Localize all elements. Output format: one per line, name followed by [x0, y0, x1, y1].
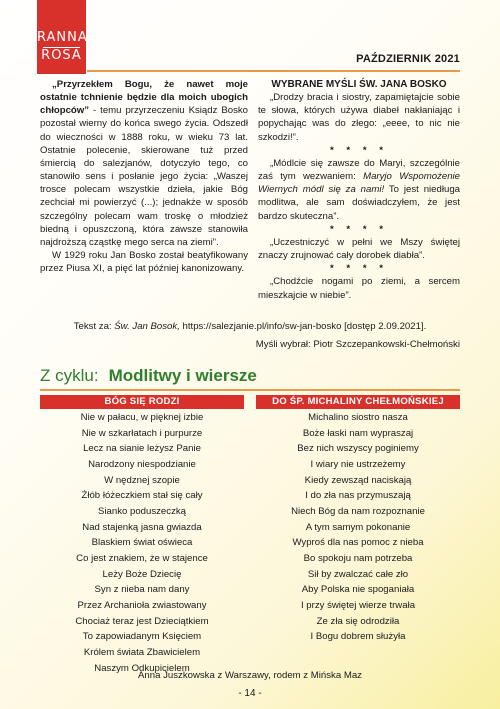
- quote-1: „Drodzy bracia i siostry, zapamiętajcie sobie te słowa, których używa diabeł nakłaniając i popychając was do złego: „eeee, to nic nie szkodzi!”.: [258, 92, 460, 143]
- poem-line: Sianko poduszeczką: [98, 505, 186, 517]
- poem-line: Nie w szkarłatach i purpurze: [81, 427, 203, 439]
- poem-lines: [256, 410, 460, 645]
- poem-line: Chociaż teraz jest Dzieciątkiem: [75, 615, 209, 627]
- poem-line: Ze zła się odrodziła: [316, 615, 400, 627]
- article-right-column: [258, 78, 460, 302]
- page-number: - 14 -: [238, 688, 262, 699]
- poem-line: Michalino siostro nasza: [308, 412, 408, 423]
- poem-author: Anna Juszkowska z Warszawy, rodem z Mińska Maz: [138, 670, 362, 681]
- section-label: Z cyklu:: [40, 366, 99, 385]
- header-rule: [87, 70, 460, 72]
- poem-line: Królem świata Zbawicielem: [83, 646, 201, 658]
- source-link: https://salezjanie.pl/info/sw-jan-bosko [dostęp 2.09.2021].: [179, 321, 427, 332]
- article-paragraph-1-text: - temu przyrzeczeniu Ksiądz Bosko pozostał wierny do końca swego życia. Odszedł do wieczności w 1888 roku, w wieku 73 lat. Ostatnie polecenie, skierowane tuż przed śmiercią do salezjanów, dotyczyło tego, co stanowiło sens i posłanie jego życia: „Waszej trosce polecam wszystkie dzieła, jakie Bóg zechciał mi powierzyć (...); jednakże w sposób szczególny polecam wam troskę o młodzież biedną i opuszczoną, która zawsze stanowiła najdroższą cząstkę mego serca na ziemi”.: [40, 105, 248, 248]
- logo-line-1: RANNA: [37, 30, 88, 45]
- poem-line: I Bogu dobrem służyła: [310, 631, 406, 643]
- poem-line: Narodzony niespodzianie: [88, 458, 196, 470]
- source-citation: [40, 321, 460, 332]
- poem-line: A tym samym pokonanie: [305, 521, 411, 533]
- article-left-column: [40, 78, 248, 275]
- quote-2-part-a: „Módlcie się zawsze do Maryi, szczególnie zaś tym wezwaniem:: [258, 157, 460, 183]
- poem-line: Boże łaski nam wypraszaj: [302, 427, 414, 439]
- article-paragraph-1: [40, 78, 248, 249]
- poem-title: DO ŚP. MICHALINY CHEŁMOŃSKIEJ: [256, 395, 460, 409]
- article-quote-bold: „Przyrzekłem Bogu, że nawet moje ostatnie tchnienie będzie dla moich ubogich chłopców”: [40, 79, 248, 117]
- issue-date: PAŹDZIERNIK 2021: [356, 53, 460, 65]
- poem-line: Bez nich wszyscy poginiemy: [297, 443, 419, 455]
- poem-line: Nad stajenką jasna gwiazda: [82, 521, 202, 533]
- poem-line: Leży Boże Dziecię: [102, 568, 182, 580]
- logo-line-2: ROSA: [41, 48, 82, 63]
- poem-line: Niech Bóg da nam rozpoznanie: [291, 505, 425, 517]
- article-paragraph-2: W 1929 roku Jan Bosko został beatyfikowany przez Piusa XI, a pięć lat później kanonizowany.: [40, 250, 248, 275]
- poem-line: Bo spokoju nam potrzeba: [303, 552, 413, 564]
- quote-2-part-b: To jest niedługa modlitwa, ale sam doświadczyłem, że jest bardzo skuteczna”.: [258, 184, 460, 222]
- poem-lines: [40, 410, 244, 676]
- quote-2-italic: Maryjo Wspomożenie Wiernych módl się za nami!: [258, 171, 460, 196]
- poem-line: Co jest znakiem, że w stajence: [76, 552, 208, 564]
- poem-line: I wiary nie ustrzeżemy: [310, 458, 406, 470]
- thoughts-author: Myśli wybrał: Piotr Szczepankowski-Chełmoński: [255, 339, 460, 350]
- poem-line: Blaskiem świat oświeca: [91, 537, 193, 549]
- poem-line: Wyproś dla nas pomoc z nieba: [292, 537, 424, 549]
- separator-stars: * * * *: [330, 223, 388, 235]
- section-title-text: Modlitwy i wiersze: [108, 366, 257, 385]
- poem-line: Naszym Odkupicielem: [94, 662, 190, 674]
- poem-line: W nędznej szopie: [104, 474, 180, 486]
- poem-line: I przy świętej wierze trwała: [300, 599, 416, 611]
- source-book: Św. Jan Bosok,: [114, 321, 180, 332]
- poem-line: Aby Polska nie spoganiała: [301, 584, 415, 596]
- poem-line: To zapowiadanym Księciem: [82, 631, 202, 643]
- poem-line: I do zła nas przymuszają: [305, 490, 411, 502]
- poem-line: Kiedy zewsząd naciskają: [304, 474, 412, 486]
- thoughts-heading: WYBRANE MYŚLI ŚW. JANA BOSKO: [271, 79, 447, 90]
- separator-stars: * * * *: [330, 263, 388, 275]
- poem-line: Nie w pałacu, w pięknej izbie: [80, 412, 204, 423]
- poem-line: Syn z nieba nam dany: [94, 584, 190, 596]
- section-underline: [40, 389, 460, 391]
- poem-line: Żłób łóżeczkiem stał się cały: [81, 490, 203, 502]
- poem-bog-sie-rodzi: [40, 395, 244, 676]
- section-title: [40, 366, 257, 386]
- poem-line: Przez Archanioła zwiastowany: [77, 599, 207, 611]
- poem-title: BÓG SIĘ RODZI: [40, 395, 244, 409]
- source-prefix: Tekst za:: [73, 321, 115, 332]
- poem-line: Sił by zwalczać całe zło: [307, 568, 409, 580]
- magazine-logo: [37, 0, 86, 74]
- poem-line: Lecz na sianie leżysz Panie: [83, 443, 201, 455]
- quote-3: „Uczestniczyć w pełni we Mszy świętej znaczy zrujnować cały dorobek diabła”.: [258, 236, 460, 262]
- quote-4: „Chodźcie nogami po ziemi, a sercem mieszkajcie w niebie”.: [258, 276, 460, 301]
- separator-stars: * * * *: [330, 144, 388, 156]
- quote-2: [258, 157, 460, 223]
- poem-do-michaliny: [256, 395, 460, 645]
